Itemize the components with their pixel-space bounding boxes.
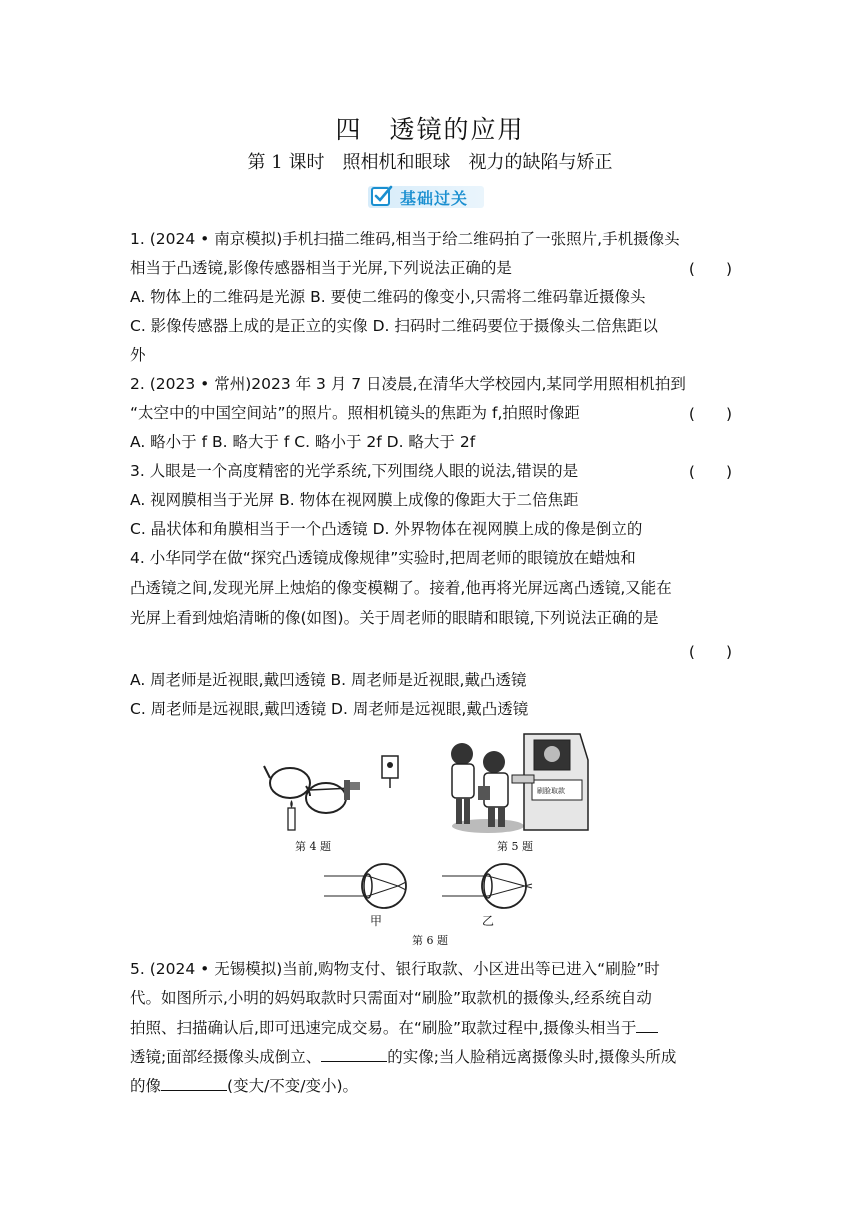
q5-blank-1[interactable] [636,1016,658,1033]
q4-options-cd: C. 周老师是远视眼,戴凹透镜 D. 周老师是远视眼,戴凸透镜 [130,700,529,718]
q5-blank-2[interactable] [321,1045,387,1062]
q5-line1: 5. (2024 • 无锡模拟)当前,购物支付、银行取款、小区进出等已进入“刷脸”时 [130,960,660,978]
fig4-caption: 第 4 题 [295,840,331,853]
section-badge [368,184,490,210]
q5-line5 [130,1074,358,1097]
q2-answer-paren: ( ) [688,405,732,423]
eye-diagram-right [442,864,532,908]
q5-line4 [130,1045,676,1068]
fig5-atm-illustration [448,730,593,838]
q5-line5-text-b: (变大/不变/变小)。 [227,1077,359,1095]
q2-options: A. 略小于 f B. 略大于 f C. 略小于 2f D. 略大于 2f [130,433,476,451]
q5-line3 [130,1016,658,1039]
q5-line4-text-b: 的实像;当人脸稍远离摄像头时,摄像头所成 [387,1048,677,1066]
eye-diagram-left [324,864,406,908]
q1-options-cd-cont: 外 [130,346,146,364]
q4-options-ab: A. 周老师是近视眼,戴凹透镜 B. 周老师是近视眼,戴凸透镜 [130,671,527,689]
checkbox-icon [370,184,394,208]
q2-line2: “太空中的中国空间站”的照片。照相机镜头的焦距为 f,拍照时像距 [130,404,580,422]
q1-answer-paren: ( ) [688,260,732,278]
q4-answer-paren: ( ) [688,643,732,661]
fig4-glasses-candle-diagram [262,748,412,838]
q2-line1: 2. (2023 • 常州)2023 年 3 月 7 日凌晨,在清华大学校园内,某同学用照相机拍到 [130,375,686,393]
q1-options-ab: A. 物体上的二维码是光源 B. 要使二维码的像变小,只需将二维码靠近摄像头 [130,288,646,306]
q1-line1: 1. (2024 • 南京模拟)手机扫描二维码,相当于给二维码拍了一张照片,手机摄像头 [130,230,680,248]
badge-label: 基础过关 [400,189,469,208]
q1-line2: 相当于凸透镜,影像传感器相当于光屏,下列说法正确的是 [130,259,512,277]
q4-line2: 凸透镜之间,发现光屏上烛焰的像变模糊了。接着,他再将光屏远离凸透镜,又能在 [130,579,672,597]
fig6-caption: 第 6 题 [412,934,448,947]
page-title: 四 透镜的应用 [335,115,525,144]
q3-options-ab: A. 视网膜相当于光屏 B. 物体在视网膜上成像的像距大于二倍焦距 [130,491,579,509]
q5-line3-text: 拍照、扫描确认后,即可迅速完成交易。在“刷脸”取款过程中,摄像头相当于 [130,1019,637,1037]
q3-options-cd: C. 晶状体和角膜相当于一个凸透镜 D. 外界物体在视网膜上成的像是倒立的 [130,520,643,538]
q4-line1: 4. 小华同学在做“探究凸透镜成像规律”实验时,把周老师的眼镜放在蜡烛和 [130,549,636,567]
fig6-eye-diagrams [322,858,552,914]
q3-answer-paren: ( ) [688,463,732,481]
q3-line1: 3. 人眼是一个高度精密的光学系统,下列围绕人眼的说法,错误的是 [130,462,579,480]
q5-line2: 代。如图所示,小明的妈妈取款时只需面对“刷脸”取款机的摄像头,经系统自动 [130,989,652,1007]
q5-blank-3[interactable] [161,1074,227,1091]
q5-line5-text-a: 的像 [130,1077,162,1095]
lesson-subtitle: 第 1 课时 照相机和眼球 视力的缺陷与矫正 [247,152,613,173]
fig6-label-right: 乙 [482,914,495,928]
atm-label: 刷脸取款 [537,787,565,795]
q4-line3: 光屏上看到烛焰清晰的像(如图)。关于周老师的眼睛和眼镜,下列说法正确的是 [130,609,659,627]
q5-line4-text-a: 透镜;面部经摄像头成倒立、 [130,1048,322,1066]
q1-options-cd: C. 影像传感器上成的是正立的实像 D. 扫码时二维码要位于摄像头二倍焦距以 [130,317,658,335]
fig5-caption: 第 5 题 [497,840,533,853]
fig6-label-left: 甲 [370,914,383,928]
